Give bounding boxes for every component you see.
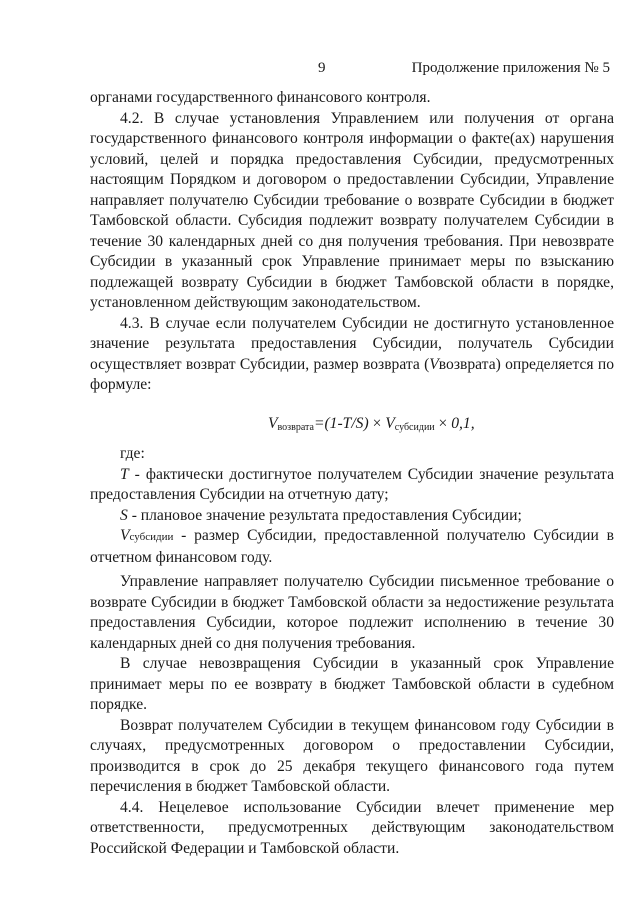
- paragraph-4-3: [90, 314, 614, 396]
- formula-times-1: ×: [368, 414, 386, 432]
- formula-ratio: =(1-T/S): [313, 414, 369, 432]
- formula-sub-refund: возврата: [277, 421, 314, 433]
- definition-v: [90, 526, 614, 568]
- formula-v-refund: V: [268, 414, 278, 432]
- appendix-continuation-label: Продолжение приложения № 5: [411, 60, 610, 76]
- symbol-v: V: [120, 527, 130, 544]
- definition-t: [90, 465, 614, 506]
- page-header: [0, 60, 640, 82]
- paragraph-non-return: В случае невозвращения Субсидии в указанный срок Управление принимает меры по ее возврату в бюджет Тамбовской области в судебном порядке.: [90, 655, 614, 713]
- definition-s: [90, 506, 614, 527]
- paragraph-4-2: 4.2. В случае установления Управлением или получения от органа государственного финансового контроля информации о факте(ах) нарушения условий, целей и порядка предоставления Субсидии, предусмотренных настоящим Порядком и договором о предоставлении Субсидии, Управление направляет получателю Субсидии требование о возврате Субсидии в бюджет Тамбовской области. Субсидия подлежит возврату получателем Субсидии в течение 30 календарных дней со дня получения требования. При невозврате Субсидии в указанный срок Управление принимает меры по взысканию подлежащей возврату Субсидии в бюджет Тамбовской области в порядке, установленном действующим законодательством.: [90, 109, 614, 311]
- definition-s-text: - плановое значение результата предоставления Субсидии;: [127, 506, 522, 524]
- formula-sub-subsidy: субсидии: [394, 421, 435, 433]
- page-number: 9: [318, 60, 326, 76]
- paragraph-4-4: 4.4. Нецелевое использование Субсидии влечет применение мер ответственности, предусмотренных действующим законодательством Российской Федерации и Тамбовской области.: [90, 798, 614, 857]
- paragraph-4-3-start: 4.3. В случае если получателем Субсидии не достигнуто установленное значение результата предоставления Субсидии, получатель Субсидии осуществляет возврат Субсидии, размер возврата (: [90, 314, 614, 373]
- refund-formula: [90, 414, 614, 439]
- definition-t-text: - фактически достигнутое получателем Субсидии значение результата предоставления Субсидии на отчетную дату;: [90, 465, 614, 503]
- symbol-s: S: [120, 506, 128, 524]
- variable-v: V: [429, 355, 439, 373]
- paragraph-return-current-year: Возврат получателем Субсидии в текущем финансовом году Субсидии в случаях, предусмотренных договором о предоставлении Субсидии, производится в срок до 25 декабря текущего финансового года путем перечисления в бюджет Тамбовской области.: [90, 716, 614, 795]
- variable-v-subscript: возврата: [438, 355, 496, 373]
- paragraph-4-3-end: ) определяется по формуле:: [90, 355, 614, 393]
- formula-v-subsidy: V: [385, 414, 395, 432]
- where-label: где:: [120, 445, 145, 462]
- paragraph-written-demand: Управление направляет получателю Субсидии письменное требование о возврате Субсидии в бюджет Тамбовской области за недостижение результата предоставления Субсидии, которое подлежит исполнению в течение 30 календарных дней со дня получения требования.: [90, 573, 614, 652]
- formula-coefficient: 0,1,: [451, 414, 475, 432]
- paragraph-continuation: органами государственного финансового контроля.: [90, 89, 431, 106]
- definition-v-text: - размер Субсидии, предоставленной получателю Субсидии в отчетном финансовом году.: [90, 527, 614, 566]
- symbol-t: T: [120, 465, 129, 483]
- document-body: [90, 88, 614, 859]
- formula-times-2: ×: [434, 414, 452, 432]
- symbol-v-subscript: субсидии: [129, 531, 174, 543]
